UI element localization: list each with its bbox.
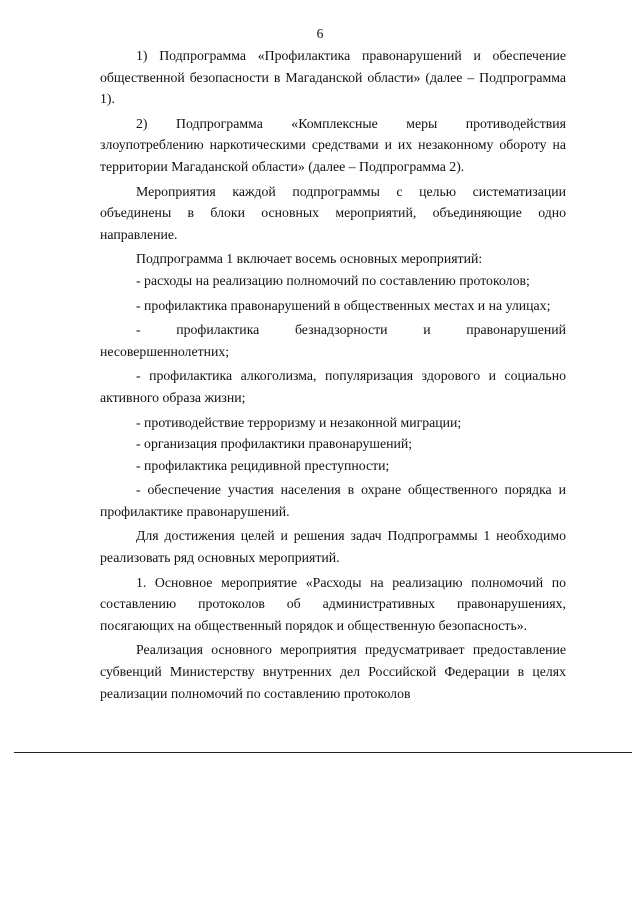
paragraph-main-measure-1: 1. Основное мероприятие «Расходы на реализацию полномочий по составлению протоколов об административных правонарушениях, посягающих на общественный порядок и общественную безопасность». [100,574,566,633]
document-body [100,45,566,704]
paragraph-subprogram-2: 2) Подпрограмма «Комплексные меры противодействия злоупотреблению наркотическими средствами и их незаконному обороту на территории Магаданской области» (далее – Подпрограмма 2). [100,115,566,174]
list-item-terrorism: - противодействие терроризму и незаконной миграции; [136,414,462,430]
list-item-minors: - профилактика безнадзорности и правонарушений несовершеннолетних; [100,322,566,359]
paragraph-subprogram-1: 1) Подпрограмма «Профилактика правонарушений и обеспечение общественной безопасности в Магаданской области» (далее – Подпрограмма 1). [100,48,566,107]
list-item-public-participation: - обеспечение участия населения в охране общественного порядка и профилактике правонарушений. [100,482,566,519]
list-item-alcoholism: - профилактика алкоголизма, популяризация здорового и социально активного образа жизни; [100,368,566,405]
paragraph-blocks: Мероприятия каждой подпрограммы с целью систематизации объединены в блоки основных мероприятий, объединяющие одно направление. [100,183,566,242]
list-item-protocols: - расходы на реализацию полномочий по составлению протоколов; [136,272,530,288]
page-number: 6 [316,26,324,41]
list-item-recidivism: - профилактика рецидивной преступности; [136,457,390,473]
paragraph-subprogram-1-intro: Подпрограмма 1 включает восемь основных мероприятий: [136,251,483,267]
paragraph-implementation: Реализация основного мероприятия предусматривает предоставление субвенций Министерству внутренних дел Российской Федерации в целях реализации полномочий по составлению протоколов [100,642,566,701]
list-item-public-places: - профилактика правонарушений в общественных местах и на улицах; [136,297,551,313]
paragraph-goals: Для достижения целей и решения задач Подпрограммы 1 необходимо реализовать ряд основных мероприятий. [100,528,566,566]
list-item-organization: - организация профилактики правонарушений; [136,436,413,452]
page-bottom-rule [14,752,632,753]
